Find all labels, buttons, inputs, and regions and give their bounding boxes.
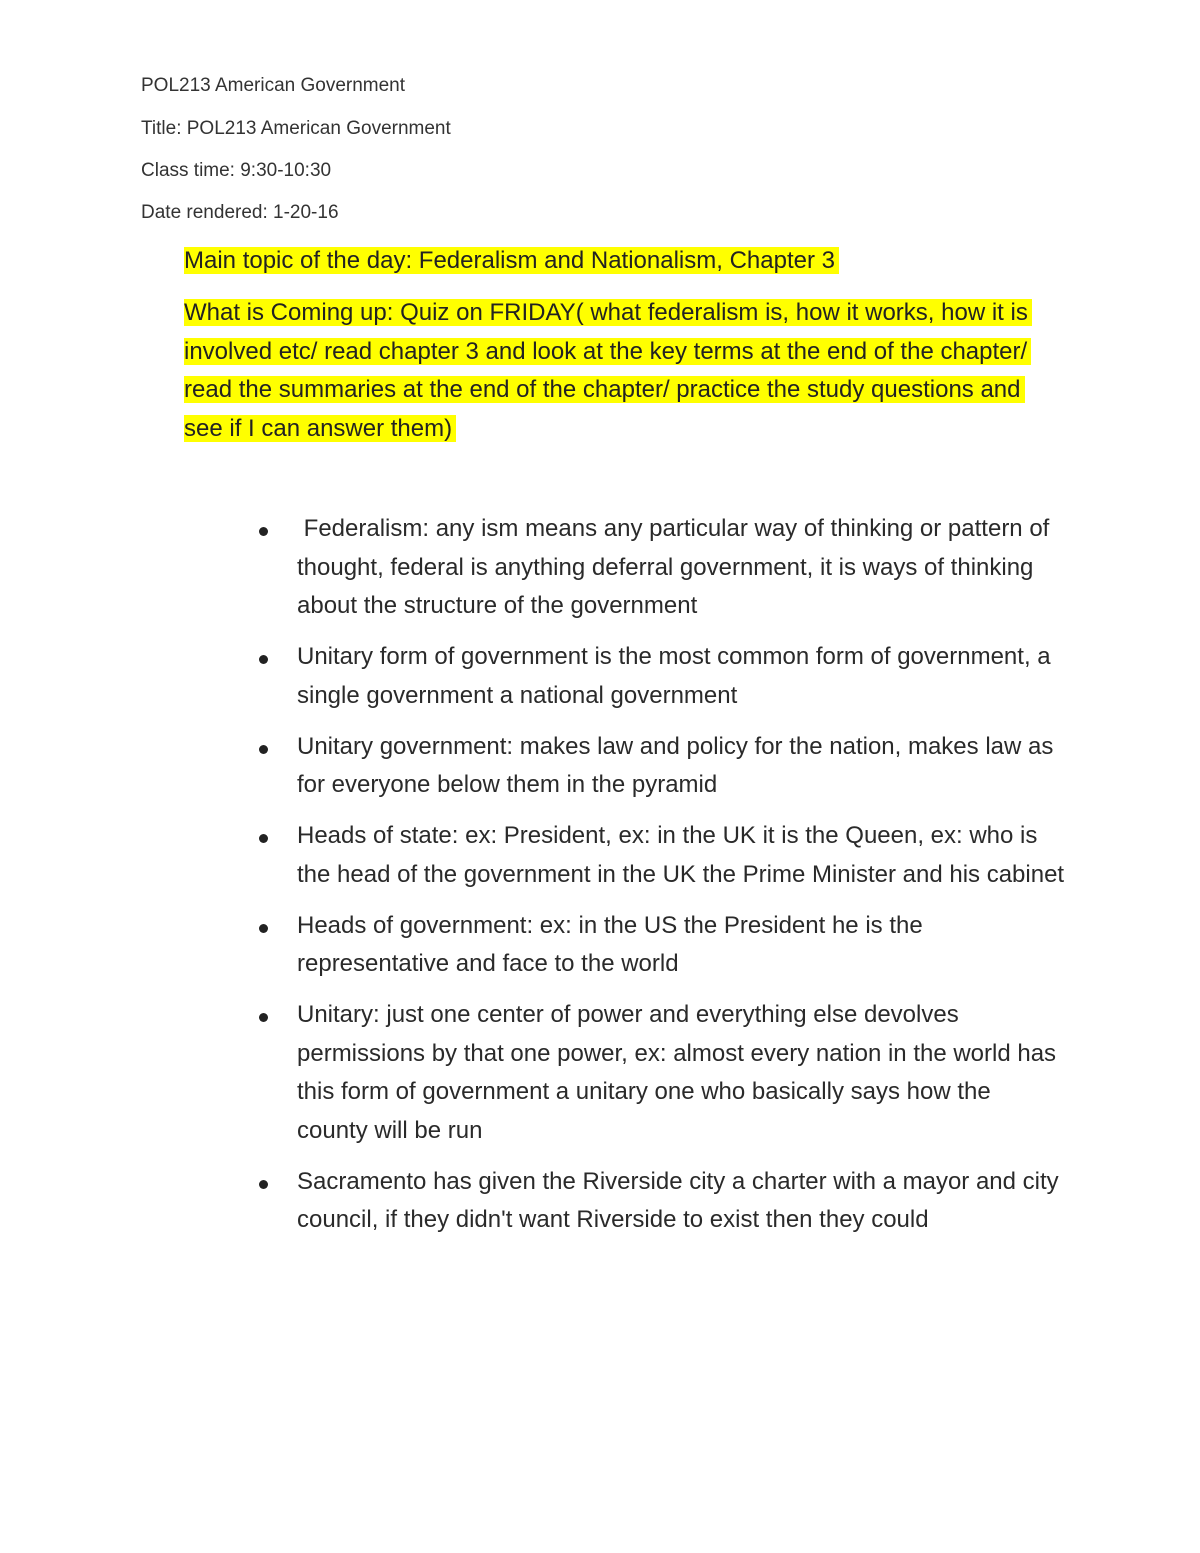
course-heading: POL213 American Government <box>141 75 406 96</box>
main-topic-text: Main topic of the day: Federalism and Nationalism, Chapter 3 <box>184 247 839 274</box>
note-text: Sacramento has given the Riverside city a charter with a mayor and city council, if they didn't want Riverside to exist then they could <box>297 1167 1059 1233</box>
bullet-dot-icon <box>259 924 268 933</box>
note-text: Heads of state: ex: President, ex: in the UK it is the Queen, ex: who is the head of the government in the UK the Prime Minister and his cabinet <box>297 822 1065 888</box>
note-text: Unitary: just one center of power and everything else devolves permissions by that one power, ex: almost every nation in the world has this form of government a unitary one who basically says how the county will be run <box>297 1001 1057 1144</box>
bullet-dot-icon <box>259 1013 268 1022</box>
list-item <box>0 728 1067 805</box>
coming-up-block <box>184 294 1044 448</box>
list-item <box>0 638 1067 715</box>
list-item <box>0 817 1067 894</box>
main-topic-block <box>184 244 1044 278</box>
list-item <box>0 510 1067 626</box>
bullet-dot-icon <box>259 834 268 843</box>
note-text: Federalism: any ism means any particular way of thinking or pattern of thought, federal is anything deferral government, it is ways of thinking about the structure of the government <box>297 515 1057 619</box>
notes-list <box>0 510 1200 1252</box>
bullet-dot-icon <box>259 527 268 536</box>
list-item <box>0 1163 1067 1240</box>
list-item <box>0 907 1067 984</box>
bullet-dot-icon <box>259 745 268 754</box>
title-line: Title: POL213 American Government <box>141 118 451 139</box>
bullet-dot-icon <box>259 655 268 664</box>
bullet-dot-icon <box>259 1180 268 1189</box>
class-time-line: Class time: 9:30-10:30 <box>141 160 332 181</box>
note-text: Unitary form of government is the most common form of government, a single government a national government <box>297 643 1051 709</box>
list-item <box>0 996 1067 1150</box>
coming-up-text: What is Coming up: Quiz on FRIDAY( what federalism is, how it works, how it is involved etc/ read chapter 3 and look at the key terms at the end of the chapter/ read the summaries at the end of the chapter/ practice the study questions and see if I can answer them) <box>184 299 1032 442</box>
note-text: Unitary government: makes law and policy for the nation, makes law as for everyone below them in the pyramid <box>297 732 1054 798</box>
note-text: Heads of government: ex: in the US the President he is the representative and face to the world <box>297 911 923 977</box>
date-rendered-line: Date rendered: 1-20-16 <box>141 202 339 223</box>
